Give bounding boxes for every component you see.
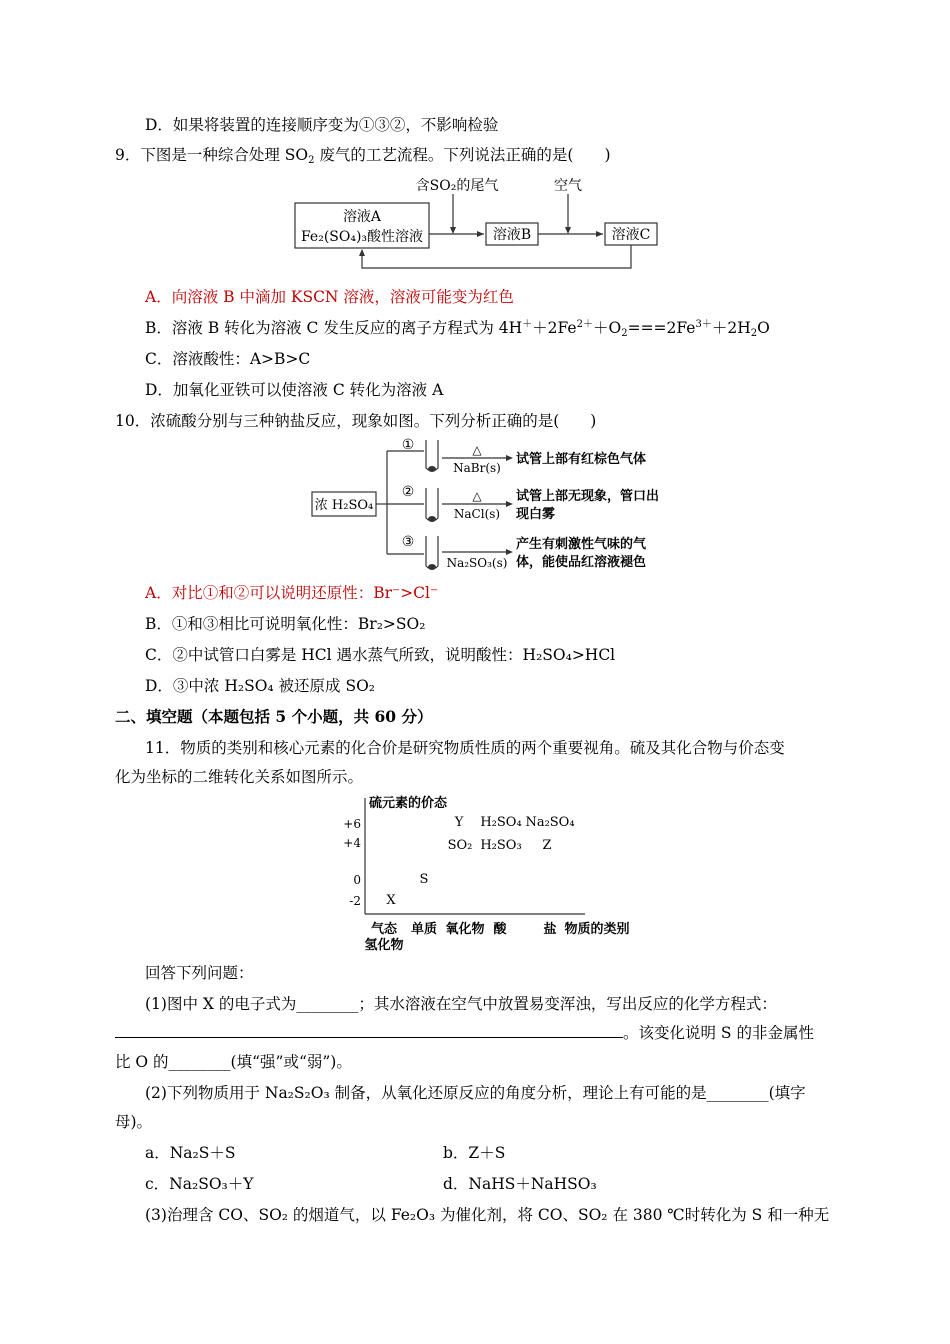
q9-b-end: ＋2H [711, 319, 751, 337]
heat-1: △ [472, 443, 482, 457]
q9-b-eq: ＋2Fe [532, 319, 577, 337]
section-2-heading: 二、填空题（本题包括 5 个小题，共 60 分） [115, 707, 433, 726]
q11-option-d: d．NaHS＋NaHSO₃ [443, 1175, 597, 1193]
q10-option-a [145, 582, 438, 604]
xcat-element: 单质 [410, 922, 438, 937]
flow-box-c-label: 溶液C [611, 227, 651, 243]
q10-reaction-diagram [308, 436, 688, 574]
xcat-hydride: 氢化物 [364, 938, 404, 953]
q11-paragraph-1: 11．物质的类别和核心元素的化合价是研究物质性质的两个重要视角。硫及其化合物与价态变 [145, 739, 785, 757]
q11-paragraph-2: 化为坐标的二维转化关系如图所示。 [115, 768, 364, 786]
flow-box-a-line2: Fe₂(SO₄)₃酸性溶液 [300, 229, 424, 245]
result-3b: 体，能使品红溶液褪色 [516, 555, 647, 570]
salt-2: NaCl(s) [453, 507, 501, 521]
q9-stem-a: 9．下图是一种综合处理 SO [115, 146, 309, 164]
q11-sub1-line2-text: 。该变化说明 S 的非金属性 [623, 1024, 814, 1042]
point-s: S [419, 872, 429, 887]
q9-b-o2: ＋O [592, 319, 622, 337]
q9-stem-b: 废气的工艺流程。下列说法正确的是( ) [314, 146, 611, 164]
result-1: 试管上部有红棕色气体 [516, 452, 647, 467]
flow-box-b-label: 溶液B [492, 227, 532, 243]
salt-3: Na₂SO₃(s) [446, 556, 508, 570]
q10-option-d: D．③中浓 H₂SO₄ 被还原成 SO₂ [145, 677, 376, 695]
q9-stem-sub: 2 [308, 155, 315, 166]
flow-input-2: 空气 [554, 178, 582, 194]
q11-sub1-line2 [115, 1022, 814, 1044]
result-2a: 试管上部无现象，管口出 [516, 489, 660, 504]
q9-option-d: D．加氧化亚铁可以使溶液 C 转化为溶液 A [145, 381, 444, 399]
q11-valence-chart [335, 790, 655, 956]
q11-sub1-line3: 比 O 的________(填“强”或“弱”)。 [115, 1053, 352, 1071]
q9-b-arrow: ===2Fe [627, 319, 696, 337]
point-h2so4: H₂SO₄ [480, 815, 522, 830]
q11-option-c: c．Na₂SO₃＋Y [145, 1175, 254, 1193]
q10-option-b: B．①和③相比可说明氧化性：Br₂>SO₂ [145, 615, 426, 633]
result-3a: 产生有刺激性气味的气 [516, 537, 647, 552]
q11-sub2-line1: (2)下列物质用于 Na₂S₂O₃ 制备，从氧化还原反应的角度分析，理论上有可能的是________(填字 [145, 1084, 806, 1102]
answer-blank-equation[interactable] [115, 1022, 623, 1038]
q10-option-a-text: A．对比①和②可以说明还原性：Br⁻>Cl⁻ [145, 584, 439, 602]
y-axis-label: 硫元素的价态 [369, 796, 448, 811]
point-h2so3: H₂SO₃ [480, 838, 522, 853]
q9-option-a [145, 286, 514, 308]
q9-flow-diagram [290, 172, 670, 274]
xcat-oxide: 氧化物 [445, 922, 485, 937]
q10-option-c: C．②中试管口白雾是 HCl 遇水蒸气所致，说明酸性：H₂SO₄>HCl [145, 646, 616, 664]
q8-option-d: D．如果将装置的连接顺序变为①③②，不影响检验 [145, 116, 499, 134]
ytick-minus2: -2 [349, 894, 361, 908]
salt-1: NaBr(s) [453, 461, 501, 475]
point-na2so4: Na₂SO₄ [525, 815, 575, 830]
label-circle-1: ① [401, 437, 415, 453]
label-circle-3: ③ [401, 534, 415, 550]
q9-option-c: C．溶液酸性：A>B>C [145, 350, 311, 368]
xcat-salt: 盐 [543, 922, 557, 937]
q11-sub1-line1: (1)图中 X 的电子式为________；其水溶液在空气中放置易变浑浊，写出反应的化学方程式： [145, 995, 777, 1013]
ytick-plus6: +6 [343, 817, 361, 831]
point-so2: SO₂ [447, 838, 473, 853]
q10-stem: 10．浓硫酸分别与三种钠盐反应，现象如图。下列分析正确的是( ) [115, 412, 597, 430]
result-2b: 现白雾 [516, 507, 556, 522]
xcat-gas: 气态 [370, 922, 398, 937]
q11-option-a: a．Na₂S＋S [145, 1144, 236, 1162]
q11-sub2-line2: 母)。 [115, 1113, 153, 1131]
point-y: Y [454, 815, 464, 830]
q9-b-o: O [757, 319, 770, 337]
x-axis-label: 物质的类别 [564, 922, 630, 937]
xcat-acid: 酸 [493, 922, 507, 937]
ytick-plus4: +4 [343, 836, 361, 850]
ytick-0: 0 [353, 873, 361, 887]
heat-2: △ [472, 489, 482, 503]
q9-option-a-text: A．向溶液 B 中滴加 KSCN 溶液，溶液可能变为红色 [145, 288, 514, 306]
point-x: X [386, 893, 396, 908]
label-circle-2: ② [401, 484, 415, 500]
q9-option-b: B．溶液 B 转化为溶液 C 发生反应的离子方程式为 $4H^++2Fe^{2+}+O_2===2Fe^{3+}+2H_2O$ [145, 319, 770, 339]
q11-answer-intro: 回答下列问题： [145, 964, 254, 982]
flow-box-a-line1: 溶液A [342, 209, 382, 225]
point-z: Z [542, 838, 552, 853]
q11-option-b: b．Z＋S [443, 1144, 506, 1162]
q9-b-pre: B．溶液 B 转化为溶液 C 发生反应的离子方程式为 4H [145, 319, 523, 337]
q11-sub3-line1: (3)治理含 CO、SO₂ 的烟道气，以 Fe₂O₃ 为催化剂，将 CO、SO₂ 在 380 ℃时转化为 S 和一种无 [145, 1206, 830, 1224]
source-label: 浓 H₂SO₄ [314, 498, 374, 513]
flow-input-1: 含SO₂的尾气 [415, 178, 499, 194]
q9-stem [115, 144, 611, 166]
